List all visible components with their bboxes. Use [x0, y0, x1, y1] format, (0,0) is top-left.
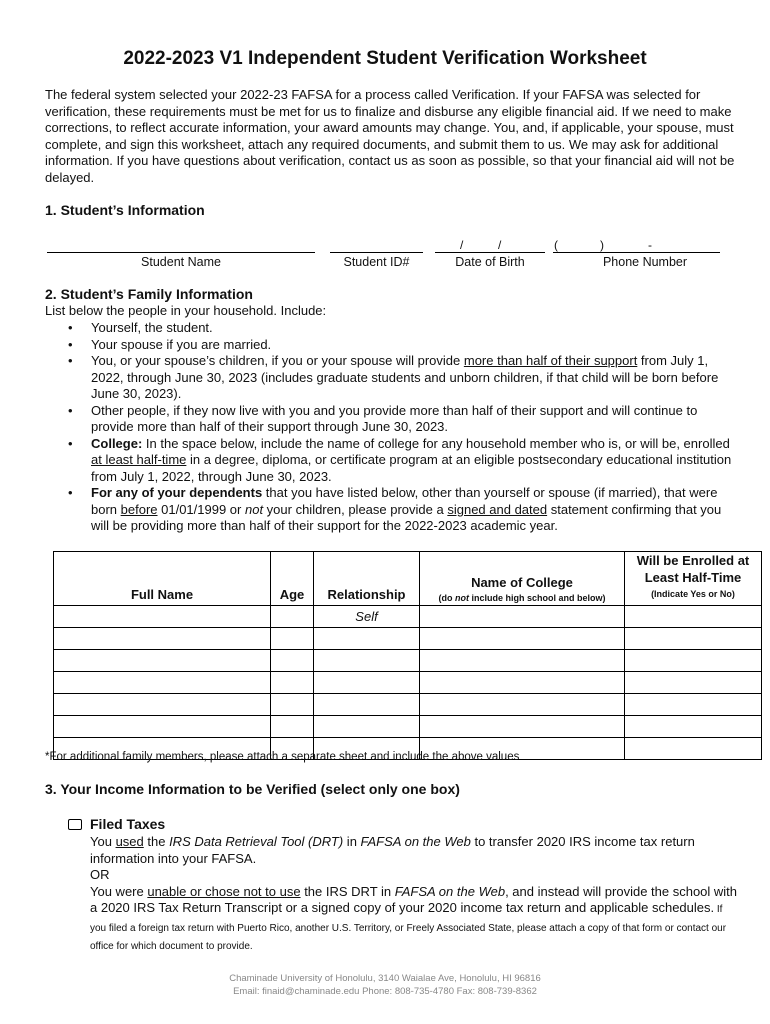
dob-slash-1: /	[460, 238, 464, 252]
date-of-birth-field[interactable]	[435, 252, 545, 253]
table-row	[54, 694, 762, 716]
table-row	[54, 628, 762, 650]
list-item: • For any of your dependents that you have listed below, other than yourself or spouse (if married), that were born before 01/01/1999 or not your children, please provide a signed and dated statement confirming that you will be providing more than half of their support for the 2022-2023 academic year.	[68, 485, 733, 535]
section3-heading: 3. Your Income Information to be Verified (select only one box)	[45, 781, 460, 797]
phone-paren-close: )	[600, 238, 604, 252]
or-separator: OR	[90, 867, 110, 882]
filed-taxes-description	[90, 834, 740, 956]
transcript-option-text: You were unable or chose not to use the IRS DRT in FAFSA on the Web, and instead will provide the school with a 2020 IRS Tax Return Transcript or a signed copy of your 2020 income tax return and applicable schedules. If you filed a foreign tax return with Puerto Rico, another U.S. Territory, or Freely Associated State, please attach a copy of that form or contact our office for which document to provide.	[90, 883, 738, 952]
list-item: • Other people, if they now live with you and you provide more than half of their support and will continue to provide more than half of their support through June 30, 2023.	[68, 403, 733, 436]
phone-number-label: Phone Number	[602, 255, 688, 269]
filed-taxes-label: Filed Taxes	[90, 816, 166, 832]
footer-contact: Email: finaid@chaminade.edu Phone: 808-735-4780 Fax: 808-739-8362	[233, 986, 537, 997]
list-item: • Your spouse if you are married.	[68, 337, 733, 354]
footer-address: Chaminade University of Honolulu, 3140 Waialae Ave, Honolulu, HI 96816	[229, 973, 541, 984]
table-row	[54, 606, 762, 628]
section2-heading: 2. Student’s Family Information	[45, 286, 253, 302]
list-item: • You, or your spouse’s children, if you or your spouse will provide more than half of their support from July 1, 2022, through June 30, 2023 (includes graduate students and unborn children, if that child will be born before June 30, 2023).	[68, 353, 733, 403]
drt-option-text: You used the IRS Data Retrieval Tool (DRT) in FAFSA on the Web to transfer 2020 IRS income tax return information into your FAFSA.	[90, 834, 695, 866]
page-footer	[0, 972, 770, 998]
relationship-self: Self	[314, 606, 420, 628]
list-item: • College: In the space below, include the name of college for any household member who is, or will be, enrolled at least half-time in a degree, diploma, or certificate program at an eligible postsecondary educational institution from July 1, 2022, through June 30, 2023.	[68, 436, 733, 486]
family-intro: List below the people in your household. Include:	[45, 303, 327, 318]
dob-slash-2: /	[498, 238, 502, 252]
student-id-field[interactable]	[330, 252, 423, 253]
student-name-field[interactable]	[47, 252, 315, 253]
phone-dash: -	[648, 238, 652, 252]
foreign-return-note: If you filed a foreign tax return with Puerto Rico, another U.S. Territory, or Freely Associated State, please attach a copy of that form or contact our office for which document to provide.	[90, 904, 727, 952]
page-title: 2022-2023 V1 Independent Student Verification Worksheet	[123, 48, 647, 69]
col-relationship: Relationship	[314, 552, 420, 606]
list-item: • Yourself, the student.	[68, 320, 733, 337]
student-id-label: Student ID#	[343, 255, 410, 269]
col-college: Name of College (do not include high school and below)	[420, 552, 625, 606]
phone-paren-open: (	[554, 238, 558, 252]
col-full-name: Full Name	[54, 552, 271, 606]
student-name-label: Student Name	[141, 255, 221, 269]
table-row	[54, 672, 762, 694]
additional-members-note: *For additional family members, please attach a separate sheet and include the above values	[45, 751, 520, 763]
col-age: Age	[271, 552, 314, 606]
table-row	[54, 650, 762, 672]
family-table	[53, 551, 762, 760]
section1-heading: 1. Student’s Information	[45, 202, 205, 218]
phone-number-field[interactable]	[553, 252, 720, 253]
date-of-birth-label: Date of Birth	[455, 255, 525, 269]
filed-taxes-checkbox[interactable]	[68, 819, 82, 830]
intro-paragraph: The federal system selected your 2022-23 FAFSA for a process called Verification. If your FAFSA was selected for verification, these requirements must be met for us to finalize and disburse any eligible financial aid. If we need to make corrections, to reflect accurate information, your award amounts may change. You, and, if applicable, your spouse, must complete, and sign this worksheet, attach any required documents, and submit them to us. We may ask for additional information. If you have questions about verification, contact us as soon as possible, so that your financial aid will not be delayed.	[45, 87, 735, 185]
household-list	[68, 320, 733, 535]
col-enrolled: Will be Enrolled at Least Half-Time (Indicate Yes or No)	[625, 552, 762, 606]
table-row	[54, 716, 762, 738]
